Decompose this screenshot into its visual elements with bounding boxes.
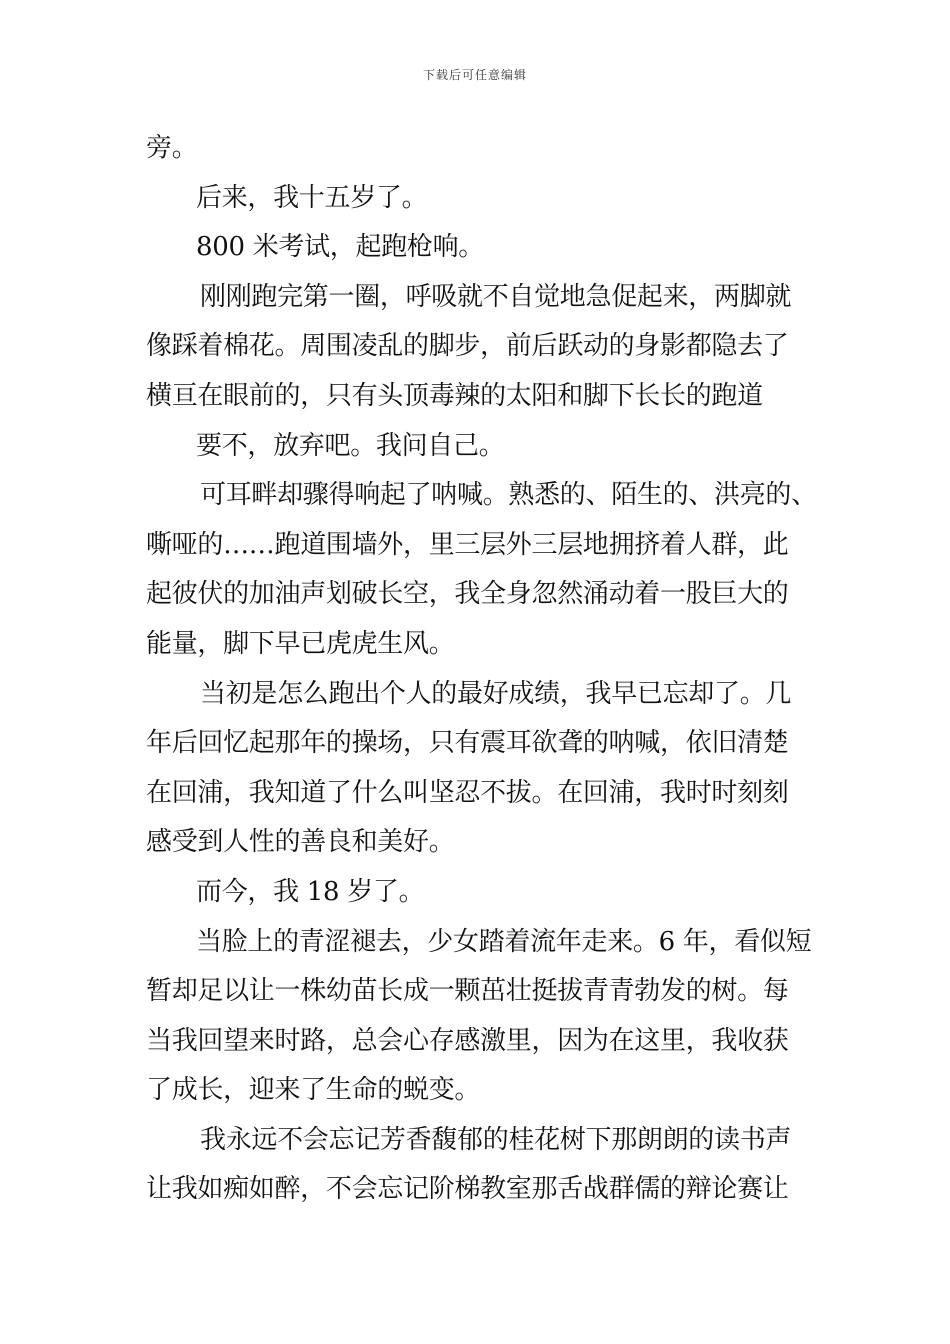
text-line: 让我如痴如醉，不会忘记阶梯教室那舌战群儒的辩论赛让 (146, 1174, 789, 1205)
text-line: 了成长，迎来了生命的蜕变。 (146, 1075, 481, 1106)
text-line: 旁。 (146, 133, 198, 163)
text-line: 能量，脚下早已虎虎生风。 (146, 628, 455, 659)
text-line: 横亘在眼前的，只有头顶毒辣的太阳和脚下长长的跑道 (146, 380, 763, 411)
text-line: 刚刚跑完第一圈，呼吸就不自觉地急促起来，两脚就 (200, 281, 792, 312)
text-line: 像踩着棉花。周围凌乱的脚步，前后跃动的身影都隐去了 (146, 331, 789, 362)
text-line: 可耳畔却骤得响起了呐喊。熟悉的、陌生的、洪亮的、 (200, 480, 817, 511)
text-line: 暂却足以让一株幼苗长成一颗茁壮挺拔青青勃发的树。每 (146, 976, 789, 1007)
text-line: 800 米考试，起跑枪响。 (196, 232, 484, 263)
document-body (146, 124, 816, 1215)
text-line: 感受到人性的善良和美好。 (146, 827, 455, 858)
text-line: 当我回望来时路，总会心存感激里，因为在这里，我收获 (146, 1025, 789, 1056)
text-line: 而今，我 18 岁了。 (196, 876, 425, 907)
text-line: 嘶哑的……跑道围墙外，里三层外三层地拥挤着人群，此 (146, 529, 789, 560)
text-line: 我永远不会忘记芳香馥郁的桂花树下那朗朗的读书声 (200, 1124, 792, 1155)
text-line: 当脸上的青涩褪去，少女踏着流年走来。6 年，看似短 (196, 926, 812, 957)
text-line: 当初是怎么跑出个人的最好成绩，我早已忘却了。几 (200, 678, 792, 709)
text-line: 起彼伏的加油声划破长空，我全身忽然涌动着一股巨大的 (146, 579, 789, 610)
text-line: 年后回忆起那年的操场，只有震耳欲聋的呐喊，依旧清楚 (146, 728, 789, 759)
text-line: 要不，放弃吧。我问自己。 (196, 430, 505, 461)
text-line: 后来，我十五岁了。 (196, 182, 428, 213)
text-line: 在回浦，我知道了什么叫坚忍不拔。在回浦，我时时刻刻 (146, 777, 789, 808)
page-header: 下载后可任意编辑 (422, 68, 527, 82)
